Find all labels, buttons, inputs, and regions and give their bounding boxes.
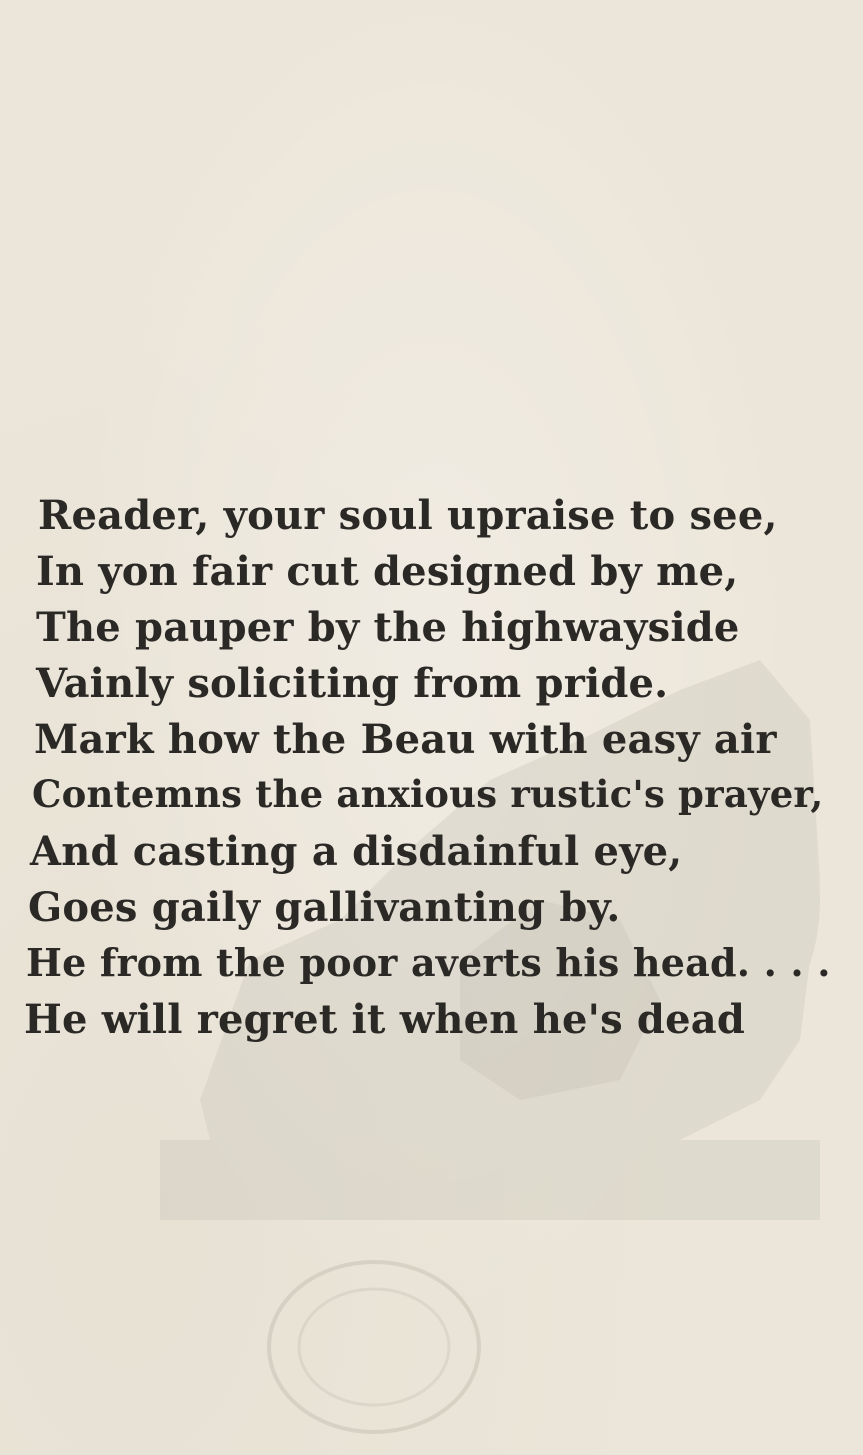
poem-line-9: He from the poor averts his head. . . . [26, 940, 831, 985]
poem-line-5: Mark how the Beau with easy air [34, 716, 777, 763]
poem-line-3: The pauper by the highwayside [36, 604, 740, 651]
poem-line-2: In yon fair cut designed by me, [36, 548, 739, 595]
poem-line-6: Contemns the anxious rustic's prayer, [32, 772, 824, 816]
poem-line-4: Vainly soliciting from pride. [36, 660, 669, 707]
poem-line-10: He will regret it when he's dead [24, 996, 746, 1043]
poem-line-8: Goes gaily gallivanting by. [28, 884, 621, 931]
poem-line-7: And casting a disdainful eye, [30, 828, 683, 875]
poem-line-1: Reader, your soul upraise to see, [38, 492, 778, 539]
library-stamp-showthrough [262, 1255, 487, 1440]
